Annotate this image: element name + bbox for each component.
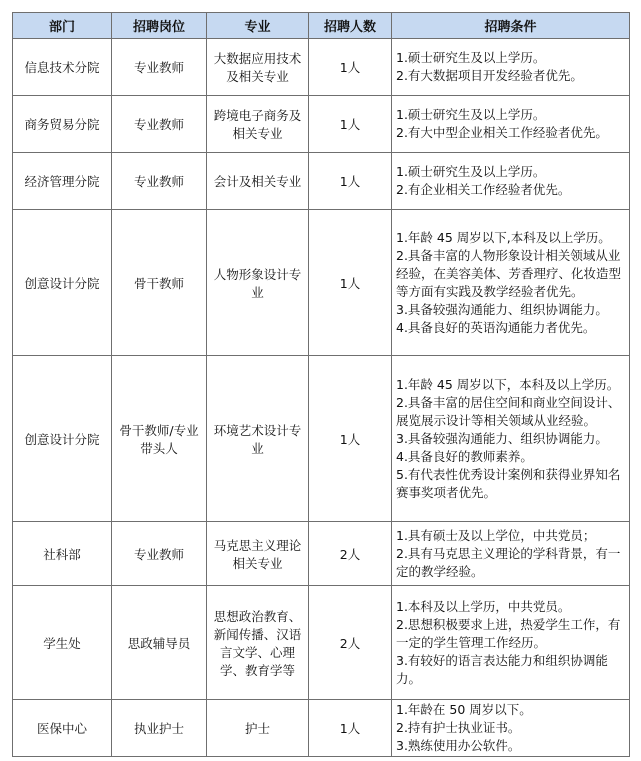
condition-item: 1.硕士研究生及以上学历。 (396, 107, 546, 122)
condition-item: 1.年龄 45 周岁以下，本科及以上学历。 (396, 376, 620, 392)
cell-post: 思政辅导员 (112, 586, 207, 700)
cell-post: 骨干教师 (112, 210, 207, 356)
cell-major: 跨境电子商务及相关专业 (207, 96, 309, 153)
table-body (13, 39, 630, 757)
condition-item: 2.具备丰富的居住空间和商业空间设计、展览展示设计等相关领域从业经验。 (396, 394, 621, 428)
header-major: 专业 (207, 13, 309, 39)
table-row (13, 356, 630, 522)
condition-item: 4.具备良好的英语沟通能力者优先。 (396, 319, 596, 335)
condition-item: 2.具备丰富的人物形象设计相关领域从业经验，在美容美体、芳香理疗、化妆造型等方面有实践及教学经验者优先。 (396, 247, 622, 299)
header-count: 招聘人数 (309, 13, 392, 39)
cell-count: 2人 (309, 586, 392, 700)
cell-dept: 创意设计分院 (13, 210, 112, 356)
cell-dept: 信息技术分院 (13, 39, 112, 96)
cell-major: 护士 (207, 700, 309, 757)
recruitment-table (12, 12, 630, 757)
condition-item: 3.具备较强沟通能力、组织协调能力。 (396, 430, 608, 446)
cell-count: 1人 (309, 153, 392, 210)
cell-count: 1人 (309, 356, 392, 522)
condition-item: 2.持有护士执业证书。 (396, 720, 521, 735)
cell-dept: 创意设计分院 (13, 356, 112, 522)
cell-post: 专业教师 (112, 153, 207, 210)
cell-dept: 经济管理分院 (13, 153, 112, 210)
cell-post: 执业护士 (112, 700, 207, 757)
table-row (13, 96, 630, 153)
table-row (13, 586, 630, 700)
cell-conditions (392, 153, 630, 210)
cell-dept: 医保中心 (13, 700, 112, 757)
cell-post: 骨干教师/专业带头人 (112, 356, 207, 522)
cell-count: 1人 (309, 39, 392, 96)
cell-conditions (392, 210, 630, 356)
condition-item: 2.思想积极要求上进，热爱学生工作，有一定的学生管理工作经历。 (396, 616, 621, 650)
condition-item: 5.有代表性优秀设计案例和获得业界知名赛事奖项者优先。 (396, 466, 621, 500)
condition-item: 2.有企业相关工作经验者优先。 (396, 182, 571, 197)
condition-item: 4.具备良好的教师素养。 (396, 448, 533, 464)
condition-item: 1.硕士研究生及以上学历。 (396, 50, 546, 65)
cell-count: 1人 (309, 210, 392, 356)
cell-major: 思想政治教育、新闻传播、汉语言文学、心理学、教育学等 (207, 586, 309, 700)
condition-item: 1.具有硕士及以上学位，中共党员； (396, 527, 596, 543)
condition-item: 3.有较好的语言表达能力和组织协调能力。 (396, 652, 608, 686)
cell-conditions (392, 586, 630, 700)
cell-count: 1人 (309, 700, 392, 757)
header-conditions: 招聘条件 (392, 13, 630, 39)
cell-major: 大数据应用技术及相关专业 (207, 39, 309, 96)
cell-post: 专业教师 (112, 522, 207, 586)
condition-item: 2.具有马克思主义理论的学科背景，有一定的教学经验。 (396, 545, 621, 579)
cell-dept: 学生处 (13, 586, 112, 700)
condition-item: 3.具备较强沟通能力、组织协调能力。 (396, 301, 608, 317)
cell-conditions (392, 39, 630, 96)
cell-conditions (392, 96, 630, 153)
condition-item: 2.有大中型企业相关工作经验者优先。 (396, 125, 608, 140)
header-post: 招聘岗位 (112, 13, 207, 39)
cell-count: 2人 (309, 522, 392, 586)
condition-item: 2.有大数据项目开发经验者优先。 (396, 68, 583, 83)
cell-conditions (392, 522, 630, 586)
cell-major: 马克思主义理论相关专业 (207, 522, 309, 586)
condition-item: 1.年龄在 50 周岁以下。 (396, 702, 532, 717)
condition-item: 1.硕士研究生及以上学历。 (396, 164, 546, 179)
cell-post: 专业教师 (112, 96, 207, 153)
cell-conditions (392, 356, 630, 522)
cell-post: 专业教师 (112, 39, 207, 96)
cell-major: 人物形象设计专业 (207, 210, 309, 356)
table-row (13, 522, 630, 586)
cell-conditions (392, 700, 630, 757)
table-row (13, 210, 630, 356)
condition-item: 1.本科及以上学历，中共党员。 (396, 598, 571, 614)
condition-item: 3.熟练使用办公软件。 (396, 738, 521, 753)
table-row (13, 700, 630, 757)
header-dept: 部门 (13, 13, 112, 39)
table-row (13, 153, 630, 210)
cell-major: 会计及相关专业 (207, 153, 309, 210)
cell-dept: 商务贸易分院 (13, 96, 112, 153)
condition-item: 1.年龄 45 周岁以下,本科及以上学历。 (396, 229, 611, 245)
cell-count: 1人 (309, 96, 392, 153)
cell-major: 环境艺术设计专业 (207, 356, 309, 522)
header-row (13, 13, 630, 39)
cell-dept: 社科部 (13, 522, 112, 586)
table-row (13, 39, 630, 96)
